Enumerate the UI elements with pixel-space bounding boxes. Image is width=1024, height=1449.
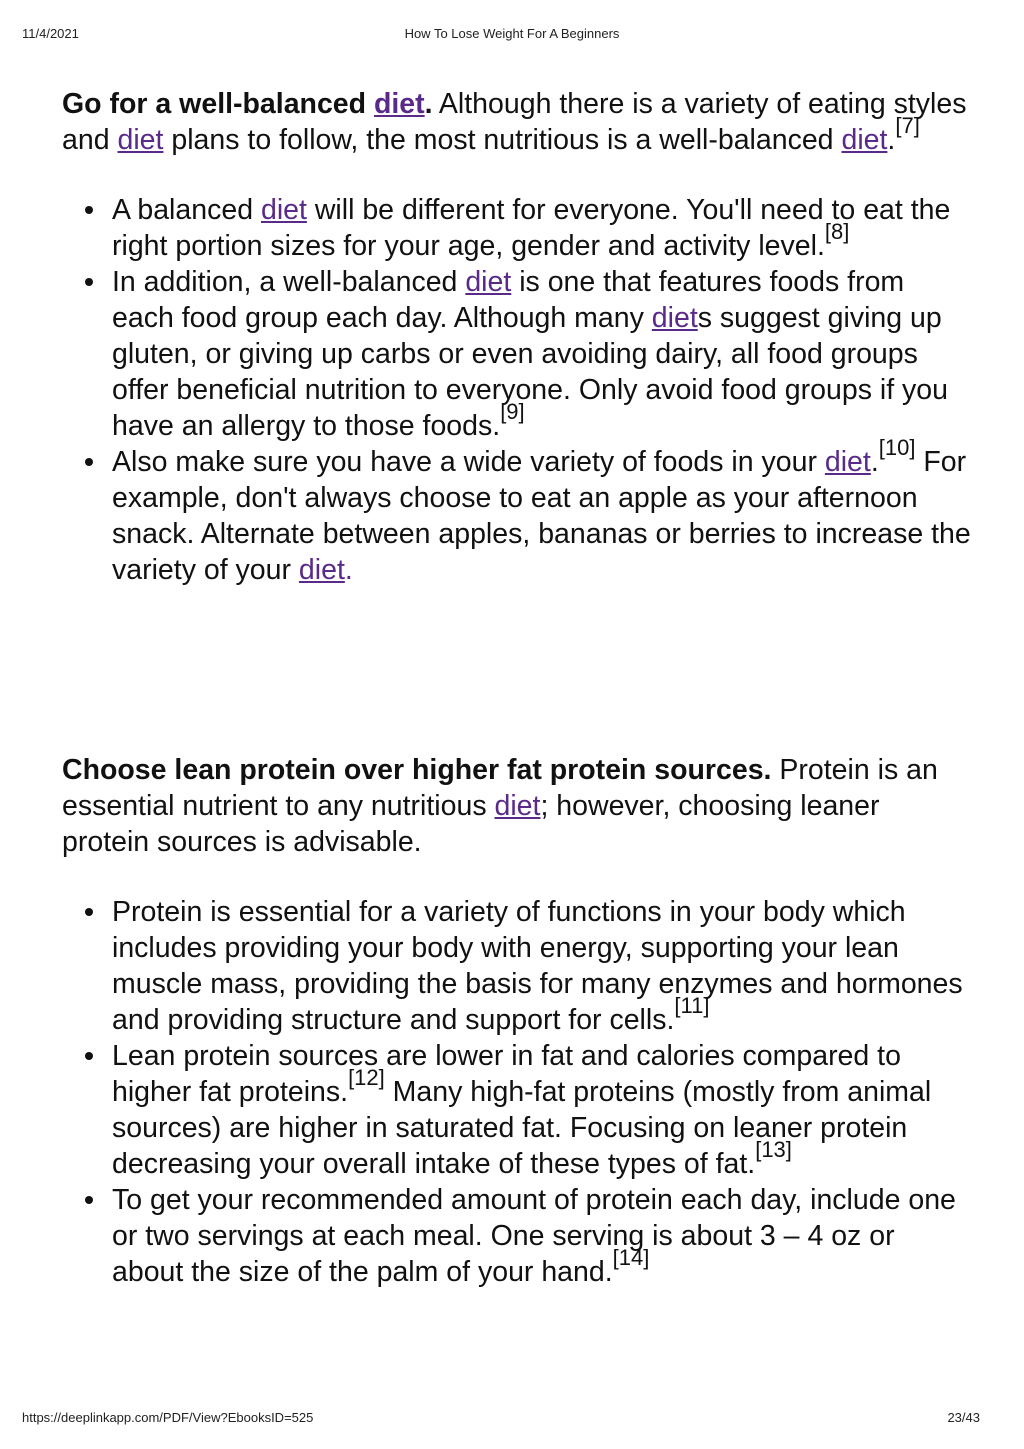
reference-8: [8] xyxy=(824,219,850,244)
diet-link[interactable]: diet xyxy=(260,194,307,226)
section1-bullet-list xyxy=(62,192,972,588)
header-title: How To Lose Weight For A Beginners xyxy=(404,26,620,41)
reference-10: [10] xyxy=(878,435,916,460)
header-date: 11/4/2021 xyxy=(22,26,79,41)
section2-intro: Choose lean protein over higher fat protein sources. Protein is an essential nutrient to any nutritious diet; however, choosing leaner protein sources is advisable. xyxy=(62,754,938,858)
bullet-icon xyxy=(85,908,93,916)
bullet-icon xyxy=(85,1052,93,1060)
section-lean-protein xyxy=(62,752,972,1290)
footer-url[interactable]: https://deeplinkapp.com/PDF/View?EbooksID=525 xyxy=(22,1410,314,1425)
bullet-icon xyxy=(85,1196,93,1204)
reference-7: [7] xyxy=(895,113,920,138)
diet-link[interactable]: diet xyxy=(651,302,698,334)
bullet-icon xyxy=(85,458,93,466)
reference-11: [11] xyxy=(674,993,710,1018)
diet-link[interactable]: diet xyxy=(298,554,345,586)
diet-link-period[interactable]: . xyxy=(344,554,353,586)
diet-link[interactable]: diet xyxy=(841,124,888,156)
section1-heading: Go for a well-balanced diet. xyxy=(62,88,433,120)
diet-link[interactable]: diet xyxy=(494,790,541,822)
diet-link[interactable]: diet xyxy=(824,446,871,478)
list-item: Protein is essential for a variety of functions in your body which includes providing your body with energy, supporting your lean muscle mass, providing the basis for many enzymes and hormones and providing structure and support for cells.[11] xyxy=(112,894,972,1038)
footer-page-number: 23/43 xyxy=(947,1410,980,1425)
section1-intro: Go for a well-balanced diet. Although there is a variety of eating styles and diet plans to follow, the most nutritious is a well-balanced diet.[7] xyxy=(62,88,967,156)
section2-heading: Choose lean protein over higher fat protein sources. xyxy=(62,754,772,786)
bullet-icon xyxy=(85,206,93,214)
reference-12: [12] xyxy=(348,1065,385,1090)
diet-link[interactable]: diet xyxy=(117,124,164,156)
section2-bullet-list xyxy=(62,894,972,1290)
reference-13: [13] xyxy=(755,1137,792,1162)
list-item: In addition, a well-balanced diet is one that features foods from each food group each day. Although many diets suggest giving up gluten, or giving up carbs or even avoiding dairy, all food groups offer beneficial nutrition to everyone. Only avoid food groups if you have an allergy to those foods.[9] xyxy=(112,264,972,444)
list-item: A balanced diet will be different for everyone. You'll need to eat the right portion sizes for your age, gender and activity level.[8] xyxy=(112,192,972,264)
bullet-icon xyxy=(85,278,93,286)
section-balanced-diet xyxy=(62,86,972,588)
list-item: Also make sure you have a wide variety of foods in your diet.[10] For example, don't always choose to eat an apple as your afternoon snack. Alternate between apples, bananas or berries to increase the variety of your diet. xyxy=(112,444,972,588)
list-item: To get your recommended amount of protein each day, include one or two servings at each meal. One serving is about 3 – 4 oz or about the size of the palm of your hand.[14] xyxy=(112,1182,972,1290)
reference-9: [9] xyxy=(500,399,525,424)
reference-14: [14] xyxy=(612,1245,650,1270)
diet-link[interactable]: diet xyxy=(465,266,512,298)
list-item: Lean protein sources are lower in fat and calories compared to higher fat proteins.[12] Many high-fat proteins (mostly from animal sources) are higher in saturated fat. Focusing on leaner protein decreasing your overall intake of these types of fat.[13] xyxy=(112,1038,972,1182)
diet-link[interactable]: diet xyxy=(373,88,425,120)
